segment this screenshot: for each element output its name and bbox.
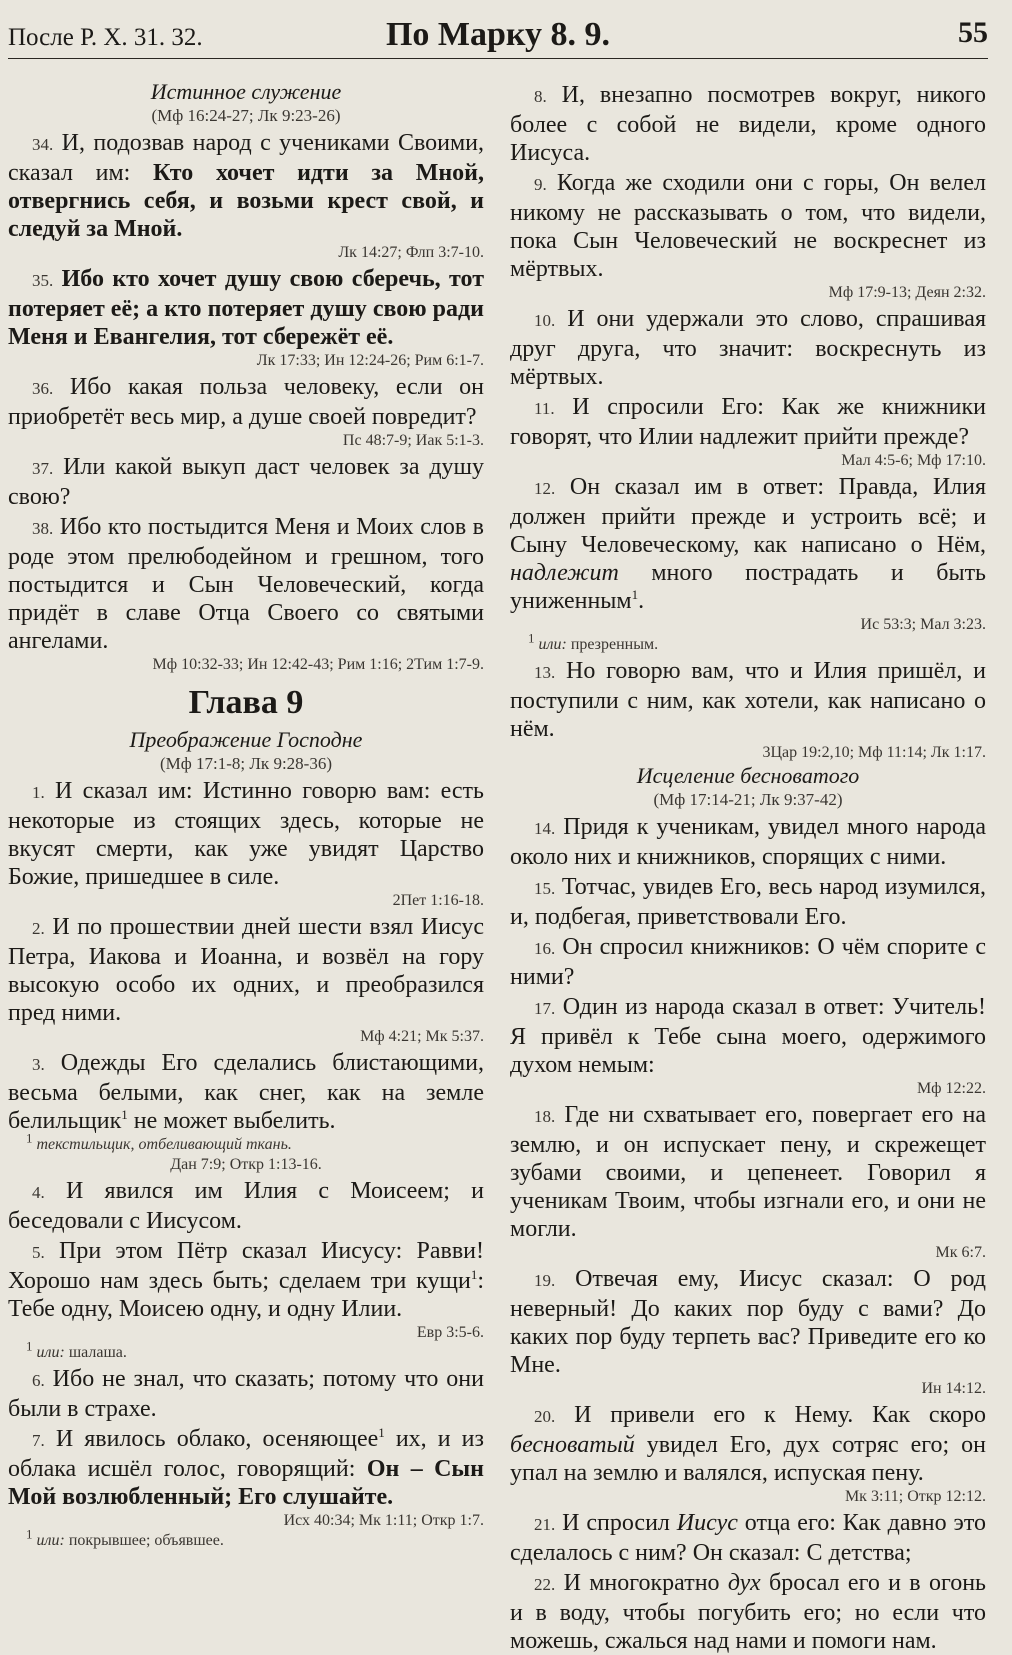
section-title: Исцеление бесноватого	[636, 763, 860, 788]
verse-text: Один из народа сказал в ответ: Учитель! Я привёл к Тебе сына моего, одержимого духом немым:	[510, 994, 987, 1078]
verse-9-21	[510, 1509, 986, 1567]
verse-text: Ибо не знал, что сказать; потому что они были в страхе.	[8, 1366, 484, 1422]
footnote-marker: 1	[121, 1107, 128, 1122]
verse-9-10	[510, 305, 986, 391]
verse-9-17	[510, 993, 986, 1099]
verse-text: Или какой выкуп даст человек за душу свою?	[8, 454, 485, 510]
footnote	[510, 630, 986, 655]
footnote	[8, 1526, 484, 1551]
cross-reference: Мк 3:11; Откр 12:12.	[844, 1488, 986, 1505]
verse-text: Ибо какая польза человеку, если он приобретёт весь мир, а душе своей повредит?	[8, 374, 484, 430]
footnote-number: 1	[26, 1526, 33, 1542]
verse-number: 4.	[32, 1183, 45, 1202]
footnote-number: 1	[26, 1130, 33, 1146]
verse-9-15	[510, 873, 986, 931]
verse-text: увидел Его, дух сотряс его; он упал на землю и валялся, испуская пену.	[510, 1432, 986, 1486]
section-parallel-refs: (Мф 16:24-27; Лк 9:23-26)	[151, 106, 341, 125]
verse-9-6	[8, 1365, 484, 1423]
verse-text-bold: Он – Сын Мой возлюбленный; Его слушайте.	[8, 1456, 484, 1510]
verse-number: 17.	[534, 999, 556, 1018]
section-title: Преображение Господне	[129, 727, 363, 752]
verse-number: 13.	[534, 663, 556, 682]
cross-reference: Мф 12:22.	[916, 1080, 986, 1097]
cross-reference: Мф 10:32-33; Ин 12:42-43; Рим 1:16; 2Тим 1:7-9.	[152, 656, 484, 673]
cross-reference: 2Пет 1:16-18.	[392, 892, 484, 909]
verse-text: И явилось облако, осеняющее	[55, 1426, 379, 1452]
verse-number: 6.	[32, 1371, 45, 1390]
page-header	[8, 10, 988, 59]
verse-text: Одежды Его сделались блистающими, весьма белыми, как снег, как на земле белильщик	[8, 1050, 485, 1134]
verse-9-8	[510, 81, 986, 167]
section-parallel-refs: (Мф 17:1-8; Лк 9:28-36)	[160, 754, 332, 773]
cross-reference: Пс 48:7-9; Иак 5:1-3.	[342, 432, 484, 449]
verse-9-18	[510, 1101, 986, 1263]
footnote-label: или:	[36, 1344, 65, 1361]
verse-text: И, подозвав народ с учениками Своими, сказал им:	[8, 130, 485, 186]
verse-text-italic: дух	[727, 1570, 761, 1596]
verse-number: 35.	[32, 271, 54, 290]
verse-text: не может выбелить.	[127, 1108, 336, 1134]
right-column	[510, 79, 986, 1655]
verse-text: Отвечая ему, Иисус сказал: О род неверный! До каких пор буду с вами? До каких пор буду терпеть вас? Приведите его ко Мне.	[510, 1266, 986, 1378]
verse-text: И многократно	[563, 1570, 728, 1596]
verse-9-12	[510, 473, 986, 635]
verse-text: При этом Пётр сказал Иисусу: Равви! Хорошо нам здесь быть; сделаем три кущи	[8, 1238, 485, 1294]
verse-text: .	[638, 588, 645, 614]
cross-reference: Мф 4:21; Мк 5:37.	[360, 1028, 484, 1045]
verse-number: 7.	[32, 1431, 45, 1450]
verse-number: 5.	[32, 1243, 45, 1262]
verse-number: 36.	[32, 379, 54, 398]
left-column	[8, 79, 484, 1655]
verse-9-16	[510, 933, 986, 991]
verse-text-bold: Кто хочет идти за Мной, отвергнись себя, и возьми крест свой, и следуй за Мной.	[8, 160, 484, 242]
verse-text: бросал его и в огонь и в воду, чтобы погубить его; но если что можешь, сжалься над нами и помоги нам.	[510, 1570, 986, 1654]
verse-number: 10.	[534, 311, 556, 330]
verse-9-13	[510, 657, 986, 763]
verse-text-italic: надлежит	[510, 560, 619, 586]
verse-9-4	[8, 1177, 484, 1235]
footnote-label: или:	[36, 1532, 65, 1549]
verse-number: 3.	[32, 1055, 45, 1074]
verse-text: Но говорю вам, что и Илия пришёл, и поступили с ним, как хотели, как написано о нём.	[510, 658, 987, 742]
footnote-text: текстильщик, отбеливающий ткань.	[36, 1136, 292, 1153]
verse-37	[8, 453, 484, 511]
verse-9-9	[510, 169, 986, 303]
cross-reference: Исх 40:34; Мк 1:11; Откр 1:7.	[283, 1512, 484, 1529]
verse-number: 1.	[32, 783, 45, 802]
footnote	[8, 1338, 484, 1363]
verse-9-7	[8, 1425, 484, 1531]
verse-35	[8, 265, 484, 371]
verse-9-14	[510, 813, 986, 871]
verse-number: 21.	[534, 1515, 556, 1534]
verse-number: 12.	[534, 479, 556, 498]
cross-reference: Ис 53:3; Мал 3:23.	[860, 616, 986, 633]
footnote-text: покрывшее; объявшее.	[64, 1532, 224, 1549]
verse-number: 38.	[32, 519, 54, 538]
footnote-number: 1	[26, 1338, 33, 1354]
verse-text: их, и из облака исшёл голос, говорящий:	[8, 1426, 485, 1482]
verse-number: 18.	[534, 1107, 556, 1126]
verse-34	[8, 129, 484, 263]
verse-text: И спросили Его: Как же книжники говорят, что Илии надлежит прийти прежде?	[510, 394, 987, 450]
verse-9-22	[510, 1569, 986, 1655]
verse-text: Придя к ученикам, увидел много народа около них и книжников, спорящих с ними.	[510, 814, 987, 870]
verse-text: : Тебе одну, Моисею одну, и одну Илии.	[8, 1268, 484, 1322]
cross-reference: Дан 7:9; Откр 1:13-16.	[170, 1156, 322, 1173]
verse-text: Он сказал им в ответ: Правда, Илия должен прийти прежде и устроить всё; и Сыну Человеческому, как написано о Нём,	[510, 474, 987, 558]
verse-number: 20.	[534, 1407, 556, 1426]
verse-text: Когда же сходили они с горы, Он велел никому не рассказывать о том, что видели, пока Сын Человеческий не воскреснет из мёртвых.	[510, 170, 987, 282]
verse-9-3	[8, 1049, 484, 1135]
verse-text: И привели его к Нему. Как скоро	[574, 1402, 987, 1428]
verse-text-italic: Иисус	[676, 1510, 738, 1536]
cross-reference: Мал 4:5-6; Мф 17:10.	[841, 452, 986, 469]
verse-text: Он спросил книжников: О чём спорите с ними?	[510, 934, 987, 990]
verse-number: 15.	[534, 879, 556, 898]
cross-reference: Мф 17:9-13; Деян 2:32.	[828, 284, 986, 301]
page-number: 55	[958, 16, 988, 49]
cross-reference: Лк 17:33; Ин 12:24-26; Рим 6:1-7.	[256, 352, 484, 369]
footnote-text: шалаша.	[64, 1344, 127, 1361]
section-title: Истинное служение	[150, 79, 342, 104]
footnote-text: презренным.	[566, 636, 659, 653]
verse-9-1	[8, 777, 484, 911]
verse-38	[8, 513, 484, 675]
verse-text: Где ни схватывает его, повергает его на землю, и он испускает пену, и скрежещет зубами своими, и цепенеет. Говорил я ученикам Твоим, чтобы изгнали его, и они не могли.	[510, 1102, 987, 1242]
verse-36	[8, 373, 484, 451]
verse-number: 2.	[32, 919, 45, 938]
footnote-marker: 1	[470, 1267, 478, 1282]
verse-number: 14.	[534, 819, 556, 838]
verse-text-bold: Ибо кто хочет душу свою сберечь, тот потеряет её; а кто потеряет душу свою ради Меня и Евангелия, тот сбережёт её.	[8, 266, 485, 350]
verse-number: 37.	[32, 459, 54, 478]
verse-number: 34.	[32, 135, 54, 154]
cross-reference: Лк 14:27; Флп 3:7-10.	[338, 244, 484, 261]
verse-9-11	[510, 393, 986, 471]
cross-reference: Ин 14:12.	[921, 1380, 986, 1397]
verse-9-19	[510, 1265, 986, 1399]
verse-number: 8.	[534, 87, 547, 106]
verse-text: Ибо кто постыдится Меня и Моих слов в роде этом прелюбодейном и грешном, того постыдится и Сын Человеческий, когда придёт в славе Отца Своего со святыми ангелами.	[8, 514, 485, 654]
verse-text: отца его: Как давно это сделалось с ним? Он сказал: С детства;	[510, 1510, 986, 1566]
verse-9-2	[8, 913, 484, 1047]
verse-text: И явился им Илия с Моисеем; и беседовали с Иисусом.	[8, 1178, 485, 1234]
verse-text: И сказал им: Истинно говорю вам: есть некоторые из стоящих здесь, которые не вкусят смерти, как уже увидят Царство Божие, пришедшее в силе.	[8, 778, 484, 890]
verse-text: много пострадать и быть униженным	[510, 560, 986, 614]
footnote-number: 1	[528, 630, 535, 646]
verse-number: 11.	[534, 399, 555, 418]
cross-reference: Мк 6:7.	[935, 1244, 986, 1261]
section-parallel-refs: (Мф 17:14-21; Лк 9:37-42)	[653, 790, 843, 809]
verse-number: 19.	[534, 1271, 556, 1290]
footnote-marker: 1	[631, 587, 639, 602]
verse-text: И, внезапно посмотрев вокруг, никого более с собой не видели, кроме одного Иисуса.	[510, 82, 986, 166]
verse-number: 9.	[534, 175, 547, 194]
verse-text: И они удержали это слово, спрашивая друг друга, что значит: воскреснуть из мёртвых.	[510, 306, 987, 390]
cross-reference: Евр 3:5-6.	[416, 1324, 484, 1341]
cross-reference: 3Цар 19:2,10; Мф 11:14; Лк 1:17.	[762, 744, 986, 761]
verse-text: И по прошествии дней шести взял Иисус Петра, Иакова и Иоанна, и возвёл на гору высокую особо их одних, и преобразился пред ними.	[8, 914, 485, 1026]
verse-9-20	[510, 1401, 986, 1507]
verse-number: 16.	[534, 939, 556, 958]
footnote-label: или:	[538, 636, 567, 653]
verse-text-italic: бесноватый	[510, 1432, 635, 1458]
footnote	[8, 1130, 484, 1155]
verse-number: 22.	[534, 1575, 556, 1594]
verse-text: Тотчас, увидев Его, весь народ изумился, и, подбегая, приветствовали Его.	[510, 874, 987, 930]
header-date: После Р. Х. 31. 32.	[8, 24, 203, 51]
chapter-title: Глава 9	[188, 684, 304, 721]
verse-9-5	[8, 1237, 484, 1343]
verse-text: И спросил	[562, 1510, 677, 1536]
header-title: По Марку 8. 9.	[385, 16, 611, 53]
footnote-marker: 1	[378, 1425, 385, 1440]
